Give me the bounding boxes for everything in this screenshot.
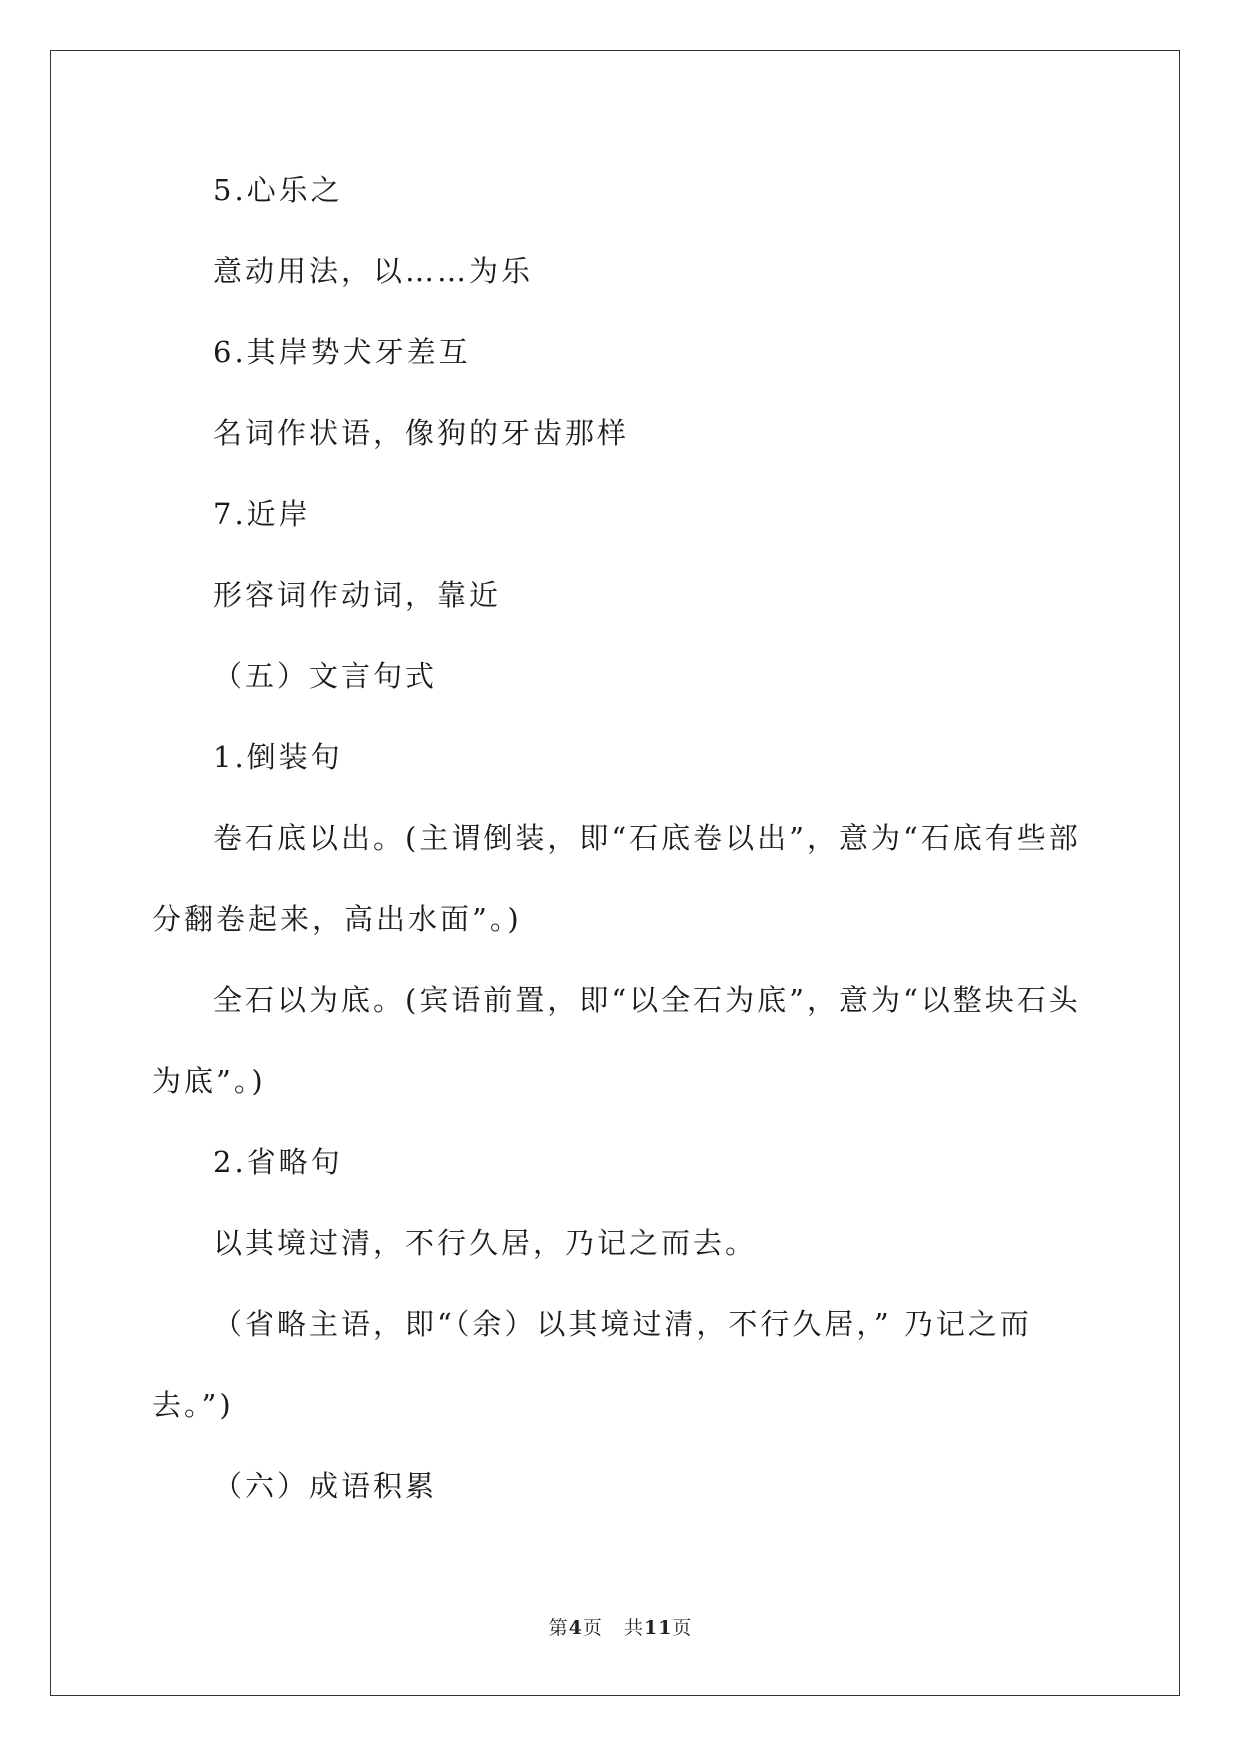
subheading-inverted-sentence: 1.倒装句 (213, 740, 343, 774)
subheading-ellipsis-sentence: 2.省略句 (213, 1145, 343, 1179)
text-line-item-7-explanation: 形容词作动词，靠近 (213, 578, 502, 612)
footer-total-prefix: 共 (623, 1617, 644, 1639)
footer-total-pages: 11 (643, 1617, 673, 1639)
text-line-item-6: 6.其岸势犬牙差互 (213, 335, 471, 369)
footer-page-prefix: 第 (548, 1617, 569, 1639)
page-footer (0, 1613, 1241, 1640)
footer-page-number: 4 (568, 1617, 583, 1639)
text-line-inverted-example-1: 卷石底以出。(主谓倒装，即“石底卷以出”，意为“石底有些部 (213, 821, 1081, 855)
page-border (50, 50, 1180, 1696)
text-line-ellipsis-explanation-cont: 去。”) (152, 1388, 234, 1422)
footer-total-suffix: 页 (672, 1617, 693, 1639)
section-heading-idioms: （六）成语积累 (213, 1469, 438, 1503)
text-line-ellipsis-example: 以其境过清，不行久居，乃记之而去。 (213, 1226, 758, 1260)
text-line-inverted-example-2: 全石以为底。(宾语前置，即“以全石为底”，意为“以整块石头 (213, 983, 1081, 1017)
text-line-inverted-example-2-cont: 为底”。) (152, 1064, 266, 1098)
text-line-item-5: 5.心乐之 (213, 173, 343, 207)
text-line-item-5-explanation: 意动用法，以……为乐 (213, 254, 534, 288)
text-line-inverted-example-1-cont: 分翻卷起来，高出水面”。) (152, 902, 522, 936)
text-line-item-7: 7.近岸 (213, 497, 311, 531)
section-heading-sentence-patterns: （五）文言句式 (213, 659, 438, 693)
text-line-ellipsis-explanation: （省略主语，即“（余）以其境过清，不行久居，” 乃记之而 (213, 1307, 1032, 1341)
text-line-item-6-explanation: 名词作状语，像狗的牙齿那样 (213, 416, 630, 450)
footer-page-suffix: 页 (582, 1617, 603, 1639)
